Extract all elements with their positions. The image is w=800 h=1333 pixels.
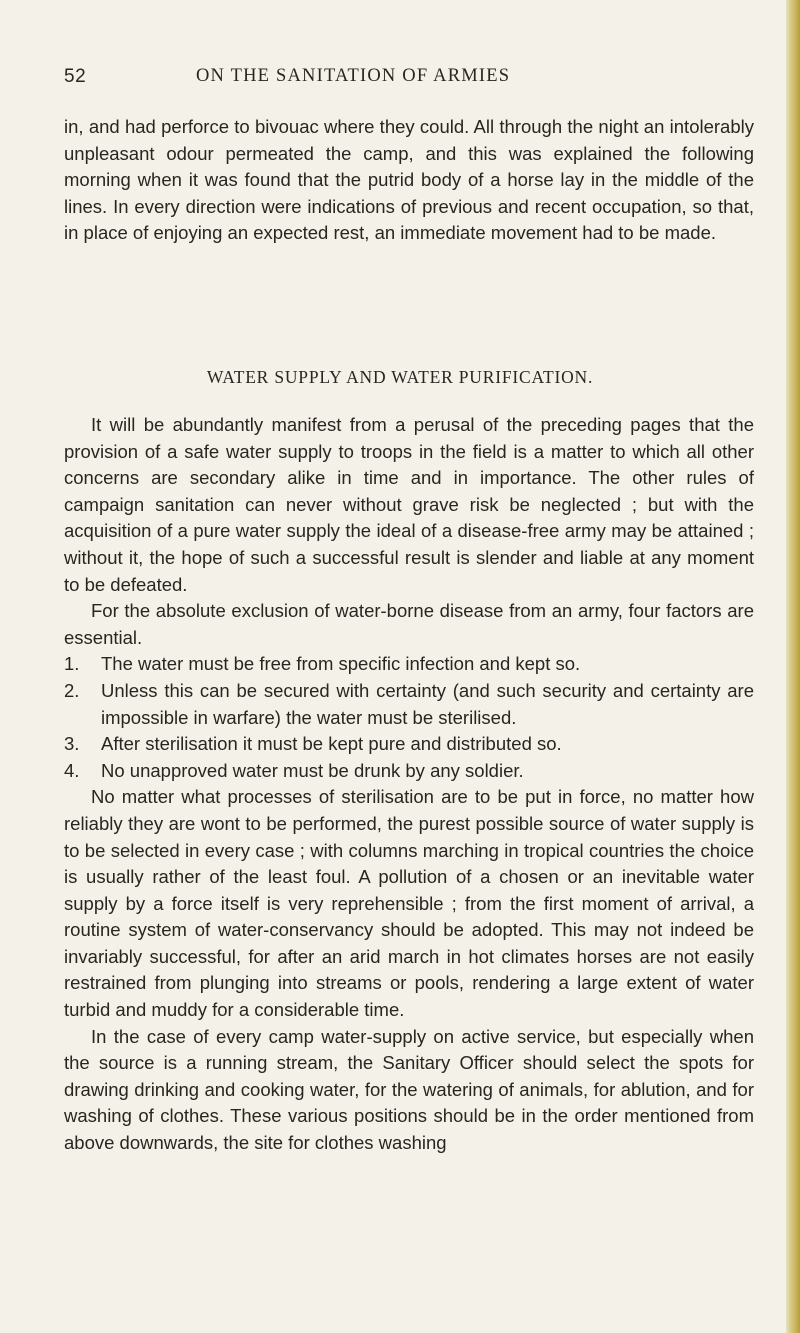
list-item-number: 2.	[64, 679, 80, 701]
page-number: 52	[64, 66, 87, 87]
section-body	[64, 412, 754, 1157]
list-item	[64, 731, 754, 758]
page-header	[64, 66, 744, 90]
section-heading: WATER SUPPLY AND WATER PURIFICATION.	[206, 367, 594, 387]
list-item	[64, 758, 754, 785]
paragraph: For the absolute exclusion of water-borne disease from an army, four factors are essential.	[64, 600, 754, 648]
page-edge	[786, 0, 800, 1333]
list-item-number: 3.	[64, 733, 80, 755]
list-item-text: Unless this can be secured with certainty (and such security and certainty are impossible in warfare) the water must be sterilised.	[101, 679, 754, 728]
list-item-text: The water must be free from specific infection and kept so.	[101, 653, 581, 675]
opening-text-block	[64, 114, 754, 247]
paragraph-continued: in, and had perforce to bivouac where they could. All through the night an intolerably unpleasant odour permeated the camp, and this was explained the following morning when it was found that the putrid body of a horse lay in the middle of the lines. In every direction were indications of previous and recent occupation, so that, in place of enjoying an expected rest, an immediate movement had to be made.	[64, 116, 754, 244]
list-item-number: 4.	[64, 759, 80, 781]
paragraph: It will be abundantly manifest from a perusal of the preceding pages that the provision of a safe water supply to troops in the field is a matter to which all other concerns are secondary alike in time and in importance. The other rules of campaign sanitation can never without grave risk be neglected ; but with the acquisition of a pure water supply the ideal of a disease-free army may be attained ; without it, the hope of such a successful result is slender and liable at any moment to be defeated.	[64, 414, 754, 595]
factor-list	[64, 651, 754, 784]
list-item	[64, 651, 754, 678]
list-item-text: No unapproved water must be drunk by any soldier.	[101, 759, 524, 781]
paragraph: In the case of every camp water-supply on active service, but especially when the source is a running stream, the Sanitary Officer should select the spots for drawing drinking and cooking water, for the watering of animals, for ablution, and for washing of clothes. These various positions should be in the order mentioned from above downwards, the site for clothes washing	[64, 1025, 754, 1154]
paragraph: No matter what processes of sterilisation are to be put in force, no matter how reliably they are wont to be performed, the purest possible source of water supply is to be selected in every case ; with columns marching in tropical countries the choice is usually rather of the least foul. A pollution of a chosen or an inevitable water supply by a force itself is very reprehensible ; from the first moment of arrival, a routine system of water-conservancy should be adopted. This may not indeed be invariably successful, for after an arid march in hot climates horses are not easily restrained from plunging into streams or pools, rendering a large extent of water turbid and muddy for a considerable time.	[64, 786, 754, 1021]
list-item-text: After sterilisation it must be kept pure and distributed so.	[101, 733, 562, 755]
list-item	[64, 678, 754, 731]
list-item-number: 1.	[64, 653, 80, 675]
running-head: ON THE SANITATION OF ARMIES	[196, 66, 511, 86]
